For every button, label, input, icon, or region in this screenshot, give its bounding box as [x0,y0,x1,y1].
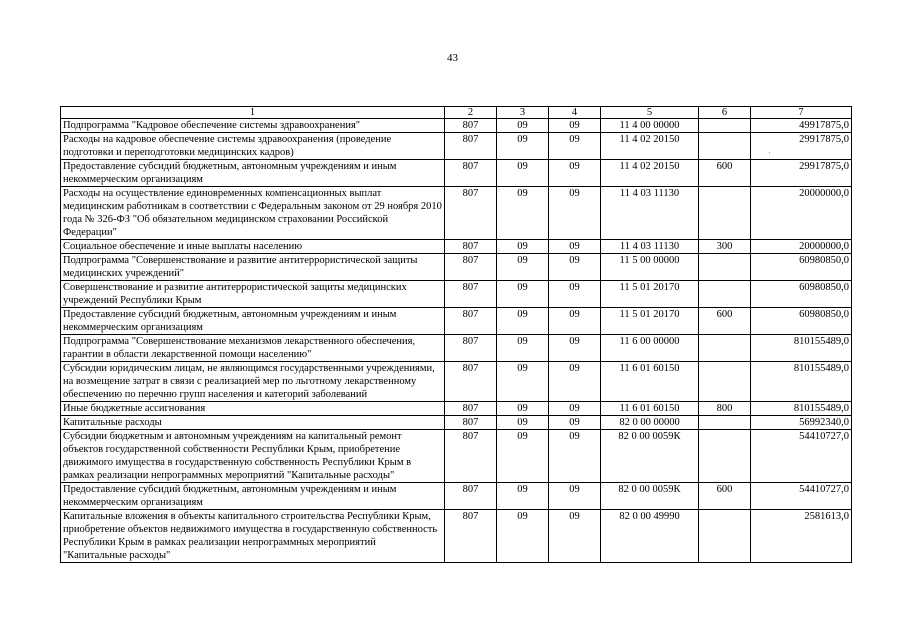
col-3: 09 [497,335,549,362]
col-4: 09 [549,254,601,281]
col-4: 09 [549,133,601,160]
col-4: 09 [549,362,601,402]
table-row [61,416,852,430]
col-5: 11 4 02 20150 [601,160,699,187]
col-6 [699,416,751,430]
col-4: 09 [549,430,601,483]
col-6 [699,335,751,362]
col-7-amount: 49917875,0 [751,119,852,133]
col-4: 09 [549,187,601,240]
col-6 [699,119,751,133]
row-name: Совершенствование и развитие антитеррористической защиты медицинских учреждений Республики Крым [61,281,445,308]
col-4: 09 [549,402,601,416]
col-7-amount: 20000000,0 [751,187,852,240]
col-5: 82 0 00 0059К [601,483,699,510]
col-4: 09 [549,281,601,308]
col-2: 807 [445,308,497,335]
col-5: 82 0 00 00000 [601,416,699,430]
row-name: Капитальные вложения в объекты капитального строительства Республики Крым, приобретение объектов недвижимого имущества в государственную собственность Республики Крым в рамках реализации непрограммных мероприятий "Капитальные расходы" [61,510,445,563]
row-name: Субсидии юридическим лицам, не являющимся государственными учреждениями, на возмещение затрат в связи с реализацией мер по льготному лекарственному обеспечению по перечню групп населения и категорий заболеваний [61,362,445,402]
row-name: Подпрограмма "Совершенствование механизмов лекарственного обеспечения, гарантии в области лекарственной помощи населению" [61,335,445,362]
col-3: 09 [497,160,549,187]
row-name: Предоставление субсидий бюджетным, автономным учреждениям и иным некоммерческим организациям [61,160,445,187]
col-7-amount: 54410727,0 [751,483,852,510]
row-name: Субсидии бюджетным и автономным учреждениям на капитальный ремонт объектов государственной собственности Республики Крым, приобретение движимого имущества в государственную собственность Республики Крым в рамках реализации непрограммных мероприятий "Капитальные расходы" [61,430,445,483]
col-3: 09 [497,119,549,133]
col-7-amount: 20000000,0 [751,240,852,254]
col-7-amount: 60980850,0 [751,308,852,335]
col-7-amount: 60980850,0 [751,254,852,281]
col-3: 09 [497,308,549,335]
col-3: 09 [497,281,549,308]
col-6 [699,187,751,240]
col-4: 09 [549,160,601,187]
column-header: 2 [445,107,497,119]
col-6 [699,281,751,308]
col-7-amount: 2581613,0 [751,510,852,563]
col-3: 09 [497,133,549,160]
col-6: 300 [699,240,751,254]
col-3: 09 [497,254,549,281]
col-4: 09 [549,510,601,563]
column-header: 1 [61,107,445,119]
col-5: 82 0 00 49990 [601,510,699,563]
col-5: 11 6 00 00000 [601,335,699,362]
col-2: 807 [445,119,497,133]
row-name: Иные бюджетные ассигнования [61,402,445,416]
row-name: Подпрограмма "Кадровое обеспечение системы здравоохранения" [61,119,445,133]
table-row [61,281,852,308]
col-5: 11 5 01 20170 [601,281,699,308]
page-number: 43 [447,52,458,64]
table-row [61,254,852,281]
col-2: 807 [445,416,497,430]
col-5: 11 5 00 00000 [601,254,699,281]
col-6 [699,254,751,281]
col-7-amount: 54410727,0 [751,430,852,483]
row-name: Предоставление субсидий бюджетным, автономным учреждениям и иным некоммерческим организациям [61,308,445,335]
col-5: 11 4 02 20150 [601,133,699,160]
col-7-amount: 56992340,0 [751,416,852,430]
table-row [61,362,852,402]
col-2: 807 [445,402,497,416]
col-6: 800 [699,402,751,416]
col-7-amount: 29917875,0 [751,160,852,187]
row-name: Капитальные расходы [61,416,445,430]
col-2: 807 [445,335,497,362]
col-4: 09 [549,416,601,430]
scan-mark: · [768,148,771,158]
col-6: 600 [699,160,751,187]
col-7-amount: 810155489,0 [751,362,852,402]
col-3: 09 [497,416,549,430]
row-name: Социальное обеспечение и иные выплаты населению [61,240,445,254]
table-row [61,430,852,483]
col-6 [699,133,751,160]
column-header: 5 [601,107,699,119]
col-2: 807 [445,483,497,510]
col-2: 807 [445,187,497,240]
budget-table [60,106,852,563]
col-5: 11 6 01 60150 [601,362,699,402]
col-2: 807 [445,160,497,187]
col-5: 11 4 00 00000 [601,119,699,133]
col-2: 807 [445,362,497,402]
col-3: 09 [497,402,549,416]
col-7-amount: 810155489,0 [751,335,852,362]
table-row [61,402,852,416]
col-3: 09 [497,510,549,563]
col-6 [699,510,751,563]
col-3: 09 [497,483,549,510]
table-row [61,160,852,187]
table-row [61,335,852,362]
row-name: Расходы на осуществление единовременных компенсационных выплат медицинским работникам в соответствии с Федеральным законом от 29 ноября 2010 года № 326-ФЗ "Об обязательном медицинском страховании Российской Федерации" [61,187,445,240]
row-name: Предоставление субсидий бюджетным, автономным учреждениям и иным некоммерческим организациям [61,483,445,510]
col-7-amount: 60980850,0 [751,281,852,308]
col-6: 600 [699,308,751,335]
col-7-amount: 29917875,0 [751,133,852,160]
column-header: 4 [549,107,601,119]
col-6: 600 [699,483,751,510]
col-3: 09 [497,362,549,402]
col-2: 807 [445,254,497,281]
col-2: 807 [445,281,497,308]
table-row [61,308,852,335]
table-row [61,483,852,510]
column-number-row [61,107,852,119]
col-7-amount: 810155489,0 [751,402,852,416]
col-2: 807 [445,510,497,563]
col-5: 82 0 00 0059К [601,430,699,483]
col-6 [699,430,751,483]
table-row [61,240,852,254]
row-name: Расходы на кадровое обеспечение системы здравоохранения (проведение подготовки и переподготовки медицинских кадров) [61,133,445,160]
col-4: 09 [549,119,601,133]
col-3: 09 [497,240,549,254]
col-4: 09 [549,483,601,510]
table-row [61,119,852,133]
col-5: 11 4 03 11130 [601,240,699,254]
row-name: Подпрограмма "Совершенствование и развитие антитеррористической защиты медицинских учреждений" [61,254,445,281]
col-4: 09 [549,240,601,254]
col-6 [699,362,751,402]
column-header: 7 [751,107,852,119]
col-4: 09 [549,335,601,362]
col-5: 11 6 01 60150 [601,402,699,416]
column-header: 3 [497,107,549,119]
col-4: 09 [549,308,601,335]
table-row [61,133,852,160]
column-header: 6 [699,107,751,119]
col-2: 807 [445,240,497,254]
col-3: 09 [497,430,549,483]
col-5: 11 4 03 11130 [601,187,699,240]
col-2: 807 [445,133,497,160]
table-row [61,187,852,240]
col-5: 11 5 01 20170 [601,308,699,335]
col-2: 807 [445,430,497,483]
table-row [61,510,852,563]
col-3: 09 [497,187,549,240]
